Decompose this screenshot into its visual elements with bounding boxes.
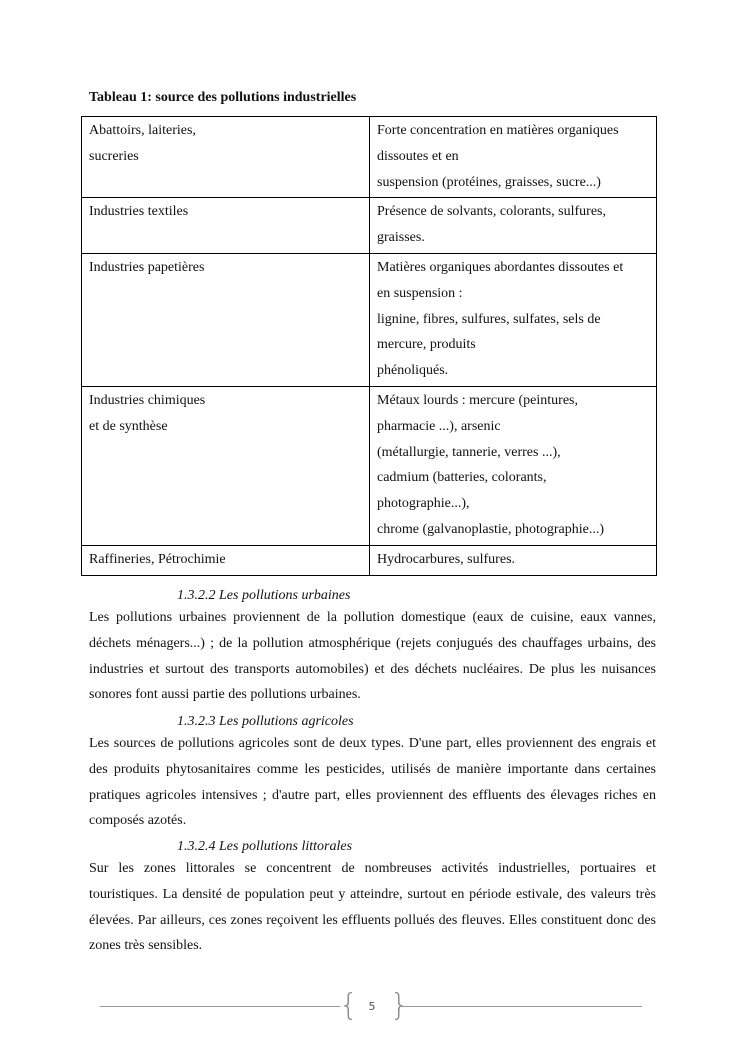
section-body: Les pollutions urbaines proviennent de la pollution domestique (eaux de cuisine, eaux vannes, déchets ménagers...) ; de la pollution atmosphérique (rejets conjugués des chauffages urbains, des industries et surtout des transports automobiles) et des déchets nucléaires. De plus les nuisances sonores font aussi partie des pollutions urbaines.: [89, 610, 656, 703]
cell-line: Métaux lourds : mercure (peintures,: [377, 392, 578, 408]
source-cell: [82, 386, 370, 545]
table-row: [82, 386, 657, 545]
pollution-cell: [370, 198, 657, 254]
cell-line: Forte concentration en matières organiques: [377, 123, 619, 138]
table-row: [82, 198, 657, 254]
pollution-sources-table: [81, 116, 657, 576]
cell-line: (métallurgie, tannerie, verres ...),: [377, 444, 561, 460]
cell-line: chrome (galvanoplastie, photographie...): [377, 521, 605, 537]
section-heading: 1.3.2.4 Les pollutions littorales: [177, 839, 353, 854]
right-brace-icon: }: [390, 988, 410, 1023]
cell-line: Abattoirs, laiteries,: [89, 123, 196, 138]
cell-line: mercure, produits: [377, 337, 476, 353]
cell-line: dissoutes et en: [377, 148, 459, 164]
cell-line: cadmium (batteries, colorants,: [377, 470, 547, 486]
cell-line: Présence de solvants, colorants, sulfures,: [377, 204, 606, 220]
pollution-cell: [370, 545, 657, 575]
cell-line: Industries papetières: [89, 259, 205, 275]
cell-line: Hydrocarbures, sulfures.: [377, 551, 516, 567]
section-agricoles: [89, 713, 656, 834]
cell-line: sucreries: [89, 148, 139, 164]
page-number: 5: [368, 1000, 376, 1013]
left-brace-icon: {: [339, 988, 359, 1023]
pollution-cell: [370, 386, 657, 545]
pollution-cell: [370, 117, 657, 198]
source-cell: [82, 253, 370, 386]
cell-line: Industries chimiques: [89, 392, 206, 408]
source-cell: [82, 198, 370, 254]
section-heading: 1.3.2.2 Les pollutions urbaines: [177, 588, 351, 603]
section-urbaines: [89, 587, 656, 708]
section-littorales: [89, 838, 656, 959]
source-cell: [82, 117, 370, 198]
cell-line: et de synthèse: [89, 418, 168, 434]
table-caption: Tableau 1: source des pollutions industrielles: [89, 90, 357, 105]
cell-line: photographie...),: [377, 496, 470, 512]
footer-rule-right: [402, 1006, 642, 1007]
table-row: [82, 545, 657, 575]
cell-line: phénoliqués.: [377, 363, 449, 379]
cell-line: Raffineries, Pétrochimie: [89, 551, 226, 567]
cell-line: Industries textiles: [89, 204, 189, 220]
cell-line: pharmacie ...), arsenic: [377, 418, 501, 434]
footer-rule-left: [100, 1006, 340, 1007]
section-heading: 1.3.2.3 Les pollutions agricoles: [177, 714, 354, 729]
pollution-cell: [370, 253, 657, 386]
source-cell: [82, 545, 370, 575]
cell-line: Matières organiques abordantes dissoutes et: [377, 259, 624, 275]
section-body: Sur les zones littorales se concentrent de nombreuses activités industrielles, portuaires et touristiques. La densité de population peut y atteindre, surtout en période estivale, des valeurs très élevées. Par ailleurs, ces zones reçoivent les effluents pollués des fleuves. Elles constituent donc des zones très sensibles.: [89, 861, 656, 954]
table-row: [82, 253, 657, 386]
cell-line: graisses.: [377, 230, 425, 246]
cell-line: suspension (protéines, graisses, sucre...): [377, 174, 601, 190]
table-row: [82, 117, 657, 198]
section-body: Les sources de pollutions agricoles sont de deux types. D'une part, elles proviennent des engrais et des produits phytosanitaires comme les pesticides, utilisés de manière importante dans certaines pratiques agricoles intensives ; d'autre part, elles proviennent des effluents des élevages riches en composés azotés.: [89, 736, 656, 829]
cell-line: lignine, fibres, sulfures, sulfates, sels de: [377, 311, 601, 327]
cell-line: en suspension :: [377, 285, 463, 301]
